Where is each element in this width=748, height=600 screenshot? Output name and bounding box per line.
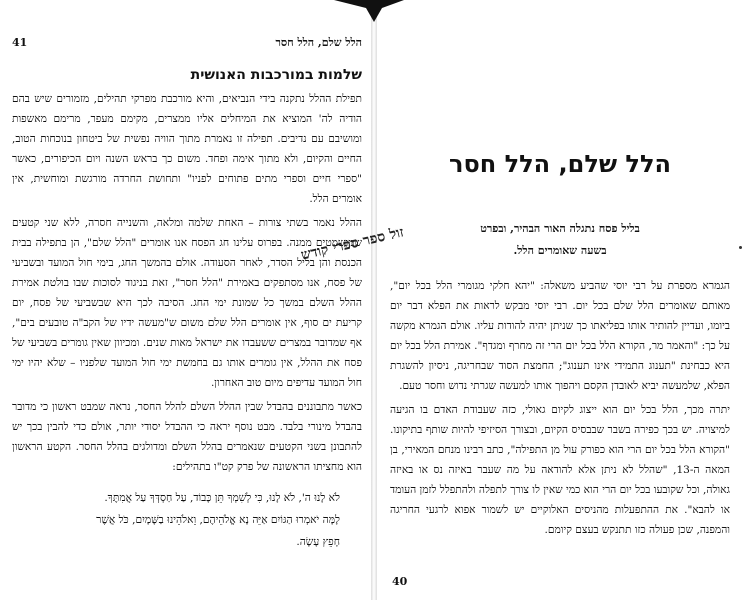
subtitle-line: בליל פסח נתגלה האור הבהיר, ובפרט — [480, 222, 640, 235]
running-title: הלל שלם, הלל חסר — [275, 36, 362, 49]
page-number-right: 40 — [392, 575, 408, 588]
paragraph: יתרה מכך, הלל בכל יום הוא ייצוג לקיום גאולי, כזה שעבודת האדם בו הגיעה למיצויה. יש בכך כפירה בשבר שבבסיס הקיום, ובצורך הסיזיפי להיות שותף בתיקונו. "הקורא הלל בכל יום הרי הוא כפורק עול מן התפילה", כתב רבינו מנחם המאירי, בן המאה ה-13, "שהלל לא ניתן אלא להודאה על מה שעבר באיזה נס או באיזה גאולה, וכל שקובעו בכל יום הרי הוא כמי שאין לו צורך לתפלה ולהתפלל לזמן העומד או להבא". את ההתפעלות מהניסים האלוקיים יש לשמור אפוא לרגעי החריגה והמפנה, שכן פעולה כזו תתנקש בעצם קיומם. — [390, 404, 730, 536]
psalm-quote — [12, 487, 362, 553]
subtitle-line: בשעה שאומרים הלל. — [513, 244, 607, 257]
page-number-left: 41 — [12, 36, 28, 49]
section-title: שלמות במורכבות האנושית — [190, 67, 362, 83]
running-header — [12, 36, 362, 49]
verse-line: חָפֵץ עָשָׂה. — [296, 536, 340, 548]
paragraph: כאשר מתבוננים בהבדל שבין ההלל השלם להלל החסר, נראה שמבט ראשון כי מדובר בהבדל מינורי בלבד. מבט נוסף יראה כי ההבדל יסודי יותר, אולם כדי להבין בכך יש להתבונן בשני הקטעים שנאמרים בהלל השלם ומדולגים בהלל החסר. הקטע הראשון הוא מחציתו הראשונה של פרק קט"ו בתהילים: — [12, 401, 362, 473]
chapter-subtitle — [390, 218, 730, 262]
verse-line: לָמָּה יֹאמְרוּ הַגּוֹיִם אַיֵּה נָא אֱלֹהֵיהֶם, וֵאלֹהֵינוּ בַשָּׁמָיִם, כֹּל אֲשֶׁר — [96, 514, 340, 526]
right-page — [376, 0, 748, 600]
watermark-stamp: זול ספר ספרי קודש — [299, 224, 406, 264]
paragraph: תפילת ההלל נתקנה בידי הנביאים, והיא מורכבת מפרקי תהילים, מזמורים שיש בהם הודיה לה' המוציא את המיחלים אליו ממצרים, מקימם מעפר, מרימם מאשפות ומושיבם עם נדיבים. תפילה זו נאמרת מתוך הוויה נפשית של ביטחון בנוכחות הטוב, החיים והקיום, ולא מתוך אימה ופחד. משום כך בראש השנה ויום הכיפורים, כאשר "ספרי חיים וספרי מתים פתוחים לפניו" ותחושת החרדה מורגשת ומוחשית, אין אומרים הלל. — [12, 93, 362, 205]
paragraph: ההלל נאמר בשתי צורות – האחת שלמה ומלאה, והשנייה חסרה, ללא שני קטעים שמושמטים ממנה. בפרוס עלינו חג הפסח אנו אומרים "הלל שלם", הן בתפילה בבית הכנסת והן בליל הסדר, לאחר הסעודה. אולם בהמשך החג, בימי חול המועד ובשביעי של פסח, אנו מסתפקים באמירת "הלל חסר", זאת בניגוד לסוכות שבו בולטת אמירת ההלל השלם במשך כל שמונת ימי החג. הסיבה לכך היא שבשביעי של פסח, יום קריעת ים סוף, אין אומרים הלל שלם משום ש"מעשה ידיו של הקב"ה טובעים בים", אף שמדובר במצרים ששעבדו את ישראל מאות שנים. ומכיוון שאין גומרים בשביעי של פסח את ההלל, אין גומרים אותו גם בחמשת ימי חול המועד שלפניו – שלא יהיו ימי חול המועד עדיפים מיום טוב האחרון. — [12, 217, 362, 389]
left-page — [0, 0, 372, 600]
chapter-title: הלל שלם, הלל חסר — [449, 150, 671, 178]
paragraph: הגמרא מספרת על רבי יוסי שהביע משאלה: "יהא חלקי מגומרי הלל בכל יום", מאותם שאומרים הלל שלם בכל יום. רבי יוסי מבקש לראות את הפלא דבר יום ביומו, ועדיין להותיר אותו בפליאתו כך שניתן יהיה להודות עליו. אולם הגמרא מקשה על כך: "והאמר מר, הקורא הלל בכל יום הרי זה מחרף ומגדף". אמירת הלל בכל יום היא כבחינת "תענוג התמידי אינו תענוג"; החמצת הסוד שבחריגה, ניסיון להשגרת הפלא, שלמעשה יביא לאובדן הקסם ויהפוך אותו למעשה שגרתי נדוש וחסר טעם. — [390, 280, 730, 392]
verse-line: לֹא לָנוּ ה', לֹא לָנוּ, כִּי לְשִׁמְךָ תֵּן כָּבוֹד, עַל חַסְדְּךָ עַל אֲמִתֶּךָ. — [104, 492, 340, 504]
margin-mark — [739, 246, 742, 249]
